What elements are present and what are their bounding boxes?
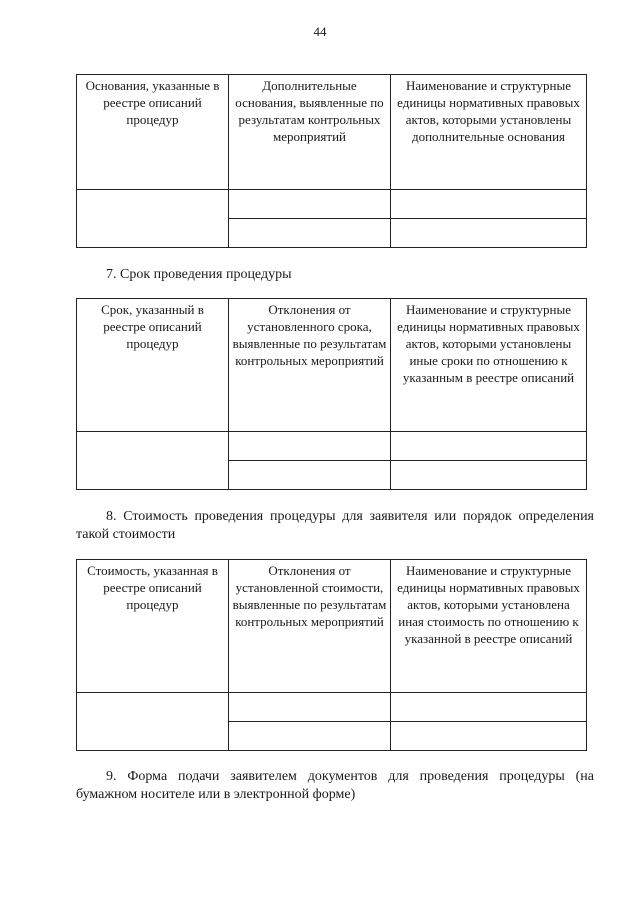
section-8-heading: 8. Стоимость проведения процедуры для заявителя или порядок определения такой стоимости (76, 509, 594, 542)
header-cell-registry-term: Срок, указанный в реестре описаний процедур (77, 299, 229, 432)
cost-table (76, 559, 587, 751)
table-cell[interactable] (77, 693, 229, 751)
section-7-heading: 7. Срок проведения процедуры (106, 267, 292, 282)
table-cell[interactable] (391, 693, 587, 722)
table-cell[interactable] (77, 432, 229, 490)
table-cell[interactable] (391, 461, 587, 490)
section-9-heading: 9. Форма подачи заявителем документов для проведения процедуры (на бумажном носителе или в электронной форме) (76, 769, 594, 802)
term-table (76, 298, 587, 490)
table-cell[interactable] (229, 190, 391, 219)
table-row (77, 693, 587, 722)
header-cell-legal-acts: Наименование и структурные единицы нормативных правовых актов, которыми установлены дополнительные основания (391, 75, 587, 190)
header-cell-term-deviations: Отклонения от установленного срока, выявленные по результатам контрольных мероприятий (229, 299, 391, 432)
table-cell[interactable] (391, 190, 587, 219)
table-cell[interactable] (229, 722, 391, 751)
grounds-table (76, 74, 587, 248)
table-cell[interactable] (229, 693, 391, 722)
table-cell[interactable] (229, 219, 391, 248)
table-header-row (77, 299, 587, 432)
table-header-row (77, 75, 587, 190)
table-row (77, 432, 587, 461)
header-cell-registry-cost: Стоимость, указанная в реестре описаний процедур (77, 560, 229, 693)
page-number: 44 (313, 24, 327, 39)
table-cell[interactable] (229, 432, 391, 461)
table-cell[interactable] (77, 190, 229, 248)
table-cell[interactable] (391, 432, 587, 461)
table-cell[interactable] (391, 722, 587, 751)
table-cell[interactable] (229, 461, 391, 490)
table-row (77, 190, 587, 219)
table-header-row (77, 560, 587, 693)
table-cell[interactable] (391, 219, 587, 248)
header-cell-cost-deviations: Отклонения от установленной стоимости, выявленные по результатам контрольных мероприятий (229, 560, 391, 693)
header-cell-registry-grounds: Основания, указанные в реестре описаний процедур (77, 75, 229, 190)
header-cell-additional-grounds: Дополнительные основания, выявленные по результатам контрольных мероприятий (229, 75, 391, 190)
header-cell-legal-acts: Наименование и структурные единицы нормативных правовых актов, которыми установлена иная стоимость по отношению к указанной в реестре описаний (391, 560, 587, 693)
header-cell-legal-acts: Наименование и структурные единицы нормативных правовых актов, которыми установлены иные сроки по отношению к указанным в реестре описаний (391, 299, 587, 432)
